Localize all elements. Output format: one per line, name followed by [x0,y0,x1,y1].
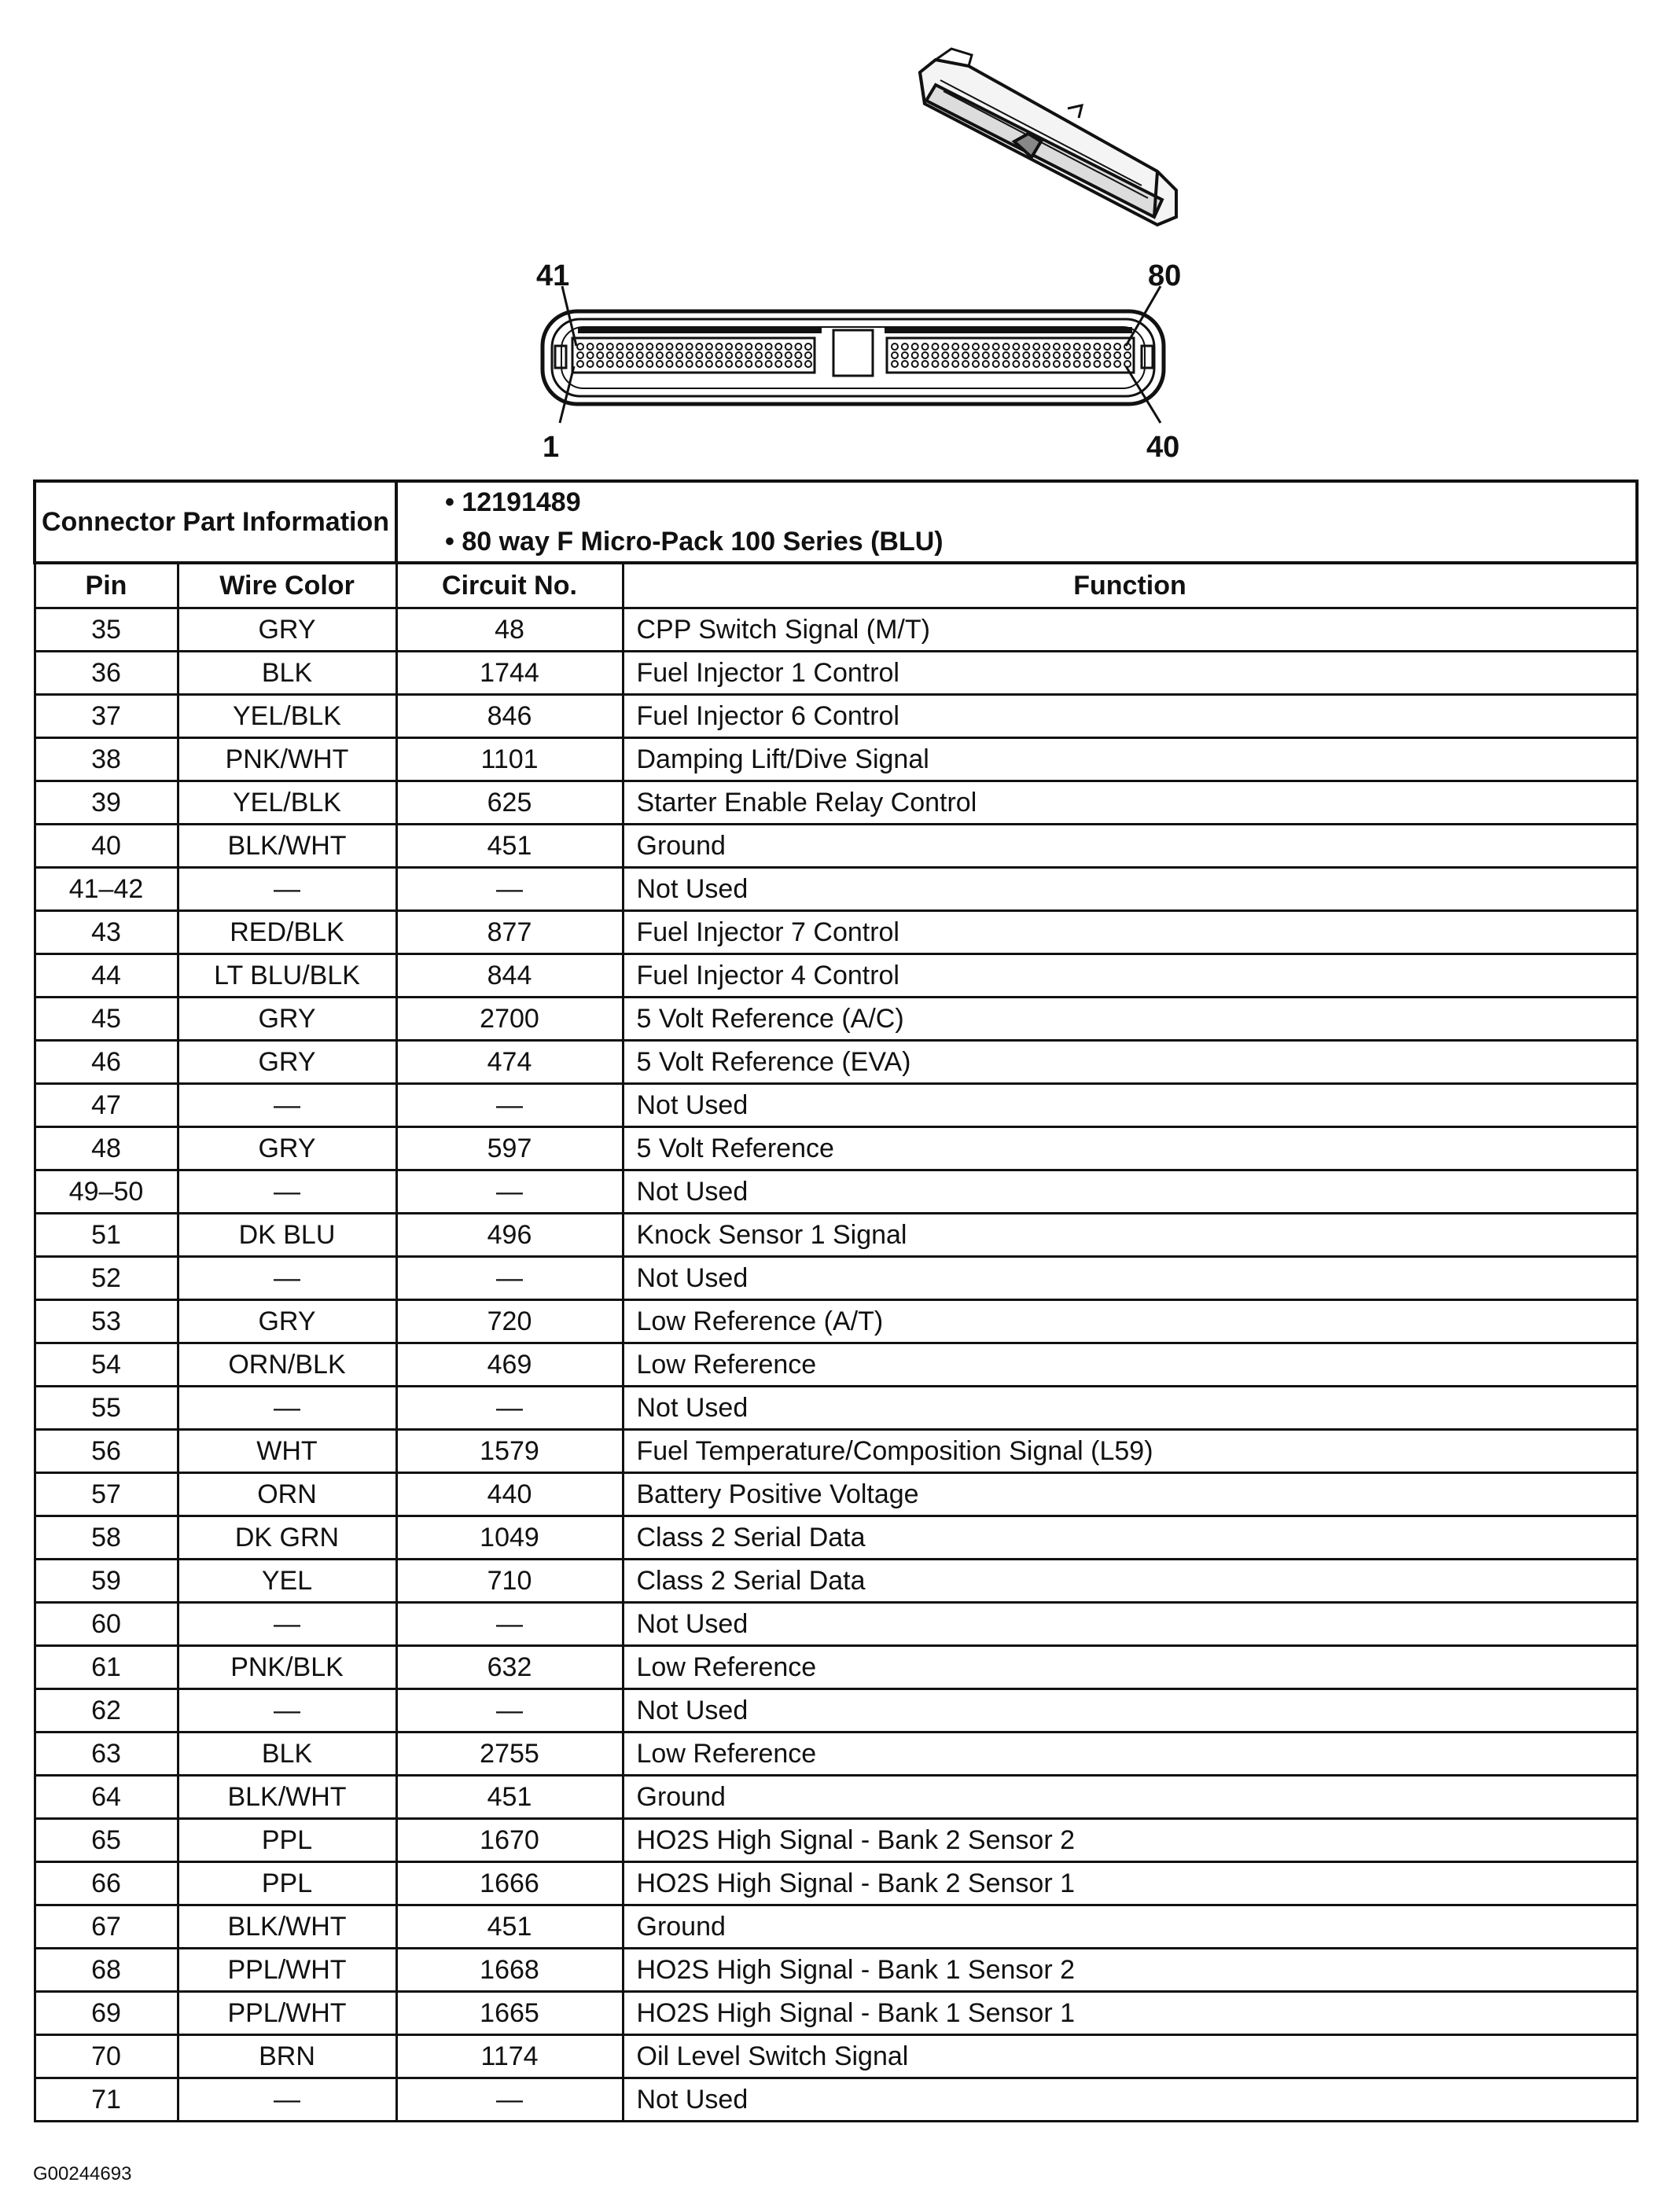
function-cell: Fuel Injector 4 Control [623,954,1637,998]
pin-cell: 62 [35,1689,178,1732]
wire-color-cell: PNK/BLK [178,1646,396,1689]
connector-pinout-table [33,480,1639,2122]
table-row [35,1560,1637,1603]
function-cell: 5 Volt Reference (A/C) [623,998,1637,1041]
table-row [35,1732,1637,1776]
connector-illustration [0,0,1670,480]
table-row [35,1041,1637,1084]
function-cell: Not Used [623,1689,1637,1732]
pin-cell: 59 [35,1560,178,1603]
pin-41-label: 41 [536,259,570,292]
circuit-no-cell: — [396,1387,623,1430]
wire-color-cell: DK BLU [178,1214,396,1257]
circuit-no-cell: 1668 [396,1949,623,1992]
wire-color-cell: YEL/BLK [178,781,396,825]
function-cell: HO2S High Signal - Bank 1 Sensor 1 [623,1992,1637,2035]
circuit-no-cell: 720 [396,1300,623,1343]
wire-color-cell: YEL/BLK [178,695,396,738]
wire-color-cell: — [178,1689,396,1732]
function-cell: HO2S High Signal - Bank 1 Sensor 2 [623,1949,1637,1992]
function-cell: HO2S High Signal - Bank 2 Sensor 1 [623,1862,1637,1905]
table-row [35,1905,1637,1949]
pin-cell: 64 [35,1776,178,1819]
pin-cell: 71 [35,2078,178,2122]
table-row [35,1127,1637,1170]
pin-cell: 41–42 [35,868,178,911]
wire-color-cell: GRY [178,1127,396,1170]
pin-rows [35,608,1637,2122]
circuit-no-cell: 48 [396,608,623,652]
pin-cell: 69 [35,1992,178,2035]
wire-color-cell: — [178,868,396,911]
pin-cell: 47 [35,1084,178,1127]
circuit-no-cell: 844 [396,954,623,998]
table-row [35,1084,1637,1127]
circuit-no-cell: 440 [396,1473,623,1516]
pin-cell: 67 [35,1905,178,1949]
pin-cell: 37 [35,695,178,738]
circuit-no-cell: 2755 [396,1732,623,1776]
wire-color-cell: — [178,1257,396,1300]
function-cell: Oil Level Switch Signal [623,2035,1637,2078]
pin-cell: 43 [35,911,178,954]
pin-cell: 44 [35,954,178,998]
table-row [35,738,1637,781]
wire-color-cell: BLK [178,1732,396,1776]
part-number: • 12191489 [445,487,581,517]
pin-cell: 45 [35,998,178,1041]
pin-cell: 46 [35,1041,178,1084]
part-info-row [35,481,1637,563]
circuit-no-cell: 451 [396,1905,623,1949]
pin-cell: 38 [35,738,178,781]
circuit-no-cell: 1666 [396,1862,623,1905]
wire-color-cell: DK GRN [178,1516,396,1560]
function-cell: Low Reference (A/T) [623,1300,1637,1343]
circuit-no-cell: 496 [396,1214,623,1257]
column-header-circuit-no: Circuit No. [396,563,623,608]
circuit-no-cell: — [396,1084,623,1127]
table-row [35,1646,1637,1689]
wire-color-cell: BLK [178,652,396,695]
connector-face [543,311,1164,404]
table-row [35,1862,1637,1905]
function-cell: Ground [623,825,1637,868]
wire-color-cell: BLK/WHT [178,1905,396,1949]
table-row [35,2035,1637,2078]
circuit-no-cell: 1579 [396,1430,623,1473]
function-cell: Not Used [623,1387,1637,1430]
pin-cell: 51 [35,1214,178,1257]
wire-color-cell: — [178,1170,396,1214]
table-row [35,652,1637,695]
table-row [35,911,1637,954]
circuit-no-cell: — [396,1603,623,1646]
function-cell: Ground [623,1776,1637,1819]
pin-cell: 60 [35,1603,178,1646]
wire-color-cell: BLK/WHT [178,825,396,868]
pin-cell: 35 [35,608,178,652]
table-row [35,825,1637,868]
function-cell: Battery Positive Voltage [623,1473,1637,1516]
function-cell: Class 2 Serial Data [623,1516,1637,1560]
pin-cell: 68 [35,1949,178,1992]
pin-cell: 55 [35,1387,178,1430]
function-cell: Damping Lift/Dive Signal [623,738,1637,781]
wire-color-cell: GRY [178,1300,396,1343]
table-row [35,1603,1637,1646]
table-row [35,1992,1637,2035]
pin-cell: 39 [35,781,178,825]
function-cell: Fuel Injector 7 Control [623,911,1637,954]
function-cell: Low Reference [623,1343,1637,1387]
circuit-no-cell: 710 [396,1560,623,1603]
part-info-values [396,481,1637,563]
function-cell: Starter Enable Relay Control [623,781,1637,825]
table-row [35,1819,1637,1862]
function-cell: 5 Volt Reference [623,1127,1637,1170]
circuit-no-cell: 597 [396,1127,623,1170]
circuit-no-cell: — [396,2078,623,2122]
wire-color-cell: BRN [178,2035,396,2078]
column-header-pin: Pin [35,563,178,608]
function-cell: Knock Sensor 1 Signal [623,1214,1637,1257]
wire-color-cell: PPL/WHT [178,1949,396,1992]
wire-color-cell: PNK/WHT [178,738,396,781]
wire-color-cell: PPL [178,1862,396,1905]
circuit-no-cell: 625 [396,781,623,825]
wire-color-cell: YEL [178,1560,396,1603]
function-cell: Low Reference [623,1646,1637,1689]
circuit-no-cell: 632 [396,1646,623,1689]
pin-cell: 49–50 [35,1170,178,1214]
function-cell: Fuel Injector 1 Control [623,652,1637,695]
pin-40-label: 40 [1146,431,1180,464]
pin-cell: 36 [35,652,178,695]
table-row [35,1257,1637,1300]
wire-color-cell: GRY [178,998,396,1041]
connector-3d-view [920,49,1176,225]
pin-cell: 48 [35,1127,178,1170]
column-header-wire-color: Wire Color [178,563,396,608]
circuit-no-cell: 1665 [396,1992,623,2035]
function-cell: Class 2 Serial Data [623,1560,1637,1603]
function-cell: Not Used [623,1170,1637,1214]
table-row [35,608,1637,652]
connector-description: • 80 way F Micro-Pack 100 Series (BLU) [445,527,944,557]
table-row [35,868,1637,911]
column-header-row [35,563,1637,608]
function-cell: HO2S High Signal - Bank 2 Sensor 2 [623,1819,1637,1862]
table-row [35,1387,1637,1430]
function-cell: CPP Switch Signal (M/T) [623,608,1637,652]
function-cell: Not Used [623,2078,1637,2122]
pin-1-label: 1 [543,431,560,464]
pin-cell: 66 [35,1862,178,1905]
function-cell: Ground [623,1905,1637,1949]
circuit-no-cell: 451 [396,1776,623,1819]
circuit-no-cell: 877 [396,911,623,954]
figure-id: G00244693 [33,2163,132,2184]
pin-cell: 56 [35,1430,178,1473]
circuit-no-cell: 2700 [396,998,623,1041]
table-row [35,1170,1637,1214]
circuit-no-cell: 474 [396,1041,623,1084]
wire-color-cell: — [178,1084,396,1127]
function-cell: Not Used [623,1603,1637,1646]
circuit-no-cell: 1174 [396,2035,623,2078]
table-row [35,1949,1637,1992]
pin-80-label: 80 [1148,259,1182,292]
circuit-no-cell: — [396,868,623,911]
pin-cell: 70 [35,2035,178,2078]
pin-cell: 61 [35,1646,178,1689]
circuit-no-cell: 1101 [396,738,623,781]
pin-cell: 57 [35,1473,178,1516]
function-cell: 5 Volt Reference (EVA) [623,1041,1637,1084]
pin-cell: 40 [35,825,178,868]
circuit-no-cell: 1744 [396,652,623,695]
table-row [35,954,1637,998]
wire-color-cell: WHT [178,1430,396,1473]
table-row [35,695,1637,738]
wire-color-cell: LT BLU/BLK [178,954,396,998]
pin-cell: 52 [35,1257,178,1300]
wire-color-cell: — [178,2078,396,2122]
wire-color-cell: RED/BLK [178,911,396,954]
pin-cell: 53 [35,1300,178,1343]
circuit-no-cell: — [396,1170,623,1214]
function-cell: Fuel Injector 6 Control [623,695,1637,738]
function-cell: Low Reference [623,1732,1637,1776]
wire-color-cell: ORN [178,1473,396,1516]
circuit-no-cell: — [396,1257,623,1300]
function-cell: Fuel Temperature/Composition Signal (L59) [623,1430,1637,1473]
wire-color-cell: PPL [178,1819,396,1862]
table-row [35,2078,1637,2122]
table-row [35,1214,1637,1257]
circuit-no-cell: 451 [396,825,623,868]
pin-cell: 63 [35,1732,178,1776]
circuit-no-cell: 846 [396,695,623,738]
wire-color-cell: BLK/WHT [178,1776,396,1819]
circuit-no-cell: 1670 [396,1819,623,1862]
table-row [35,1430,1637,1473]
table-row [35,1300,1637,1343]
circuit-no-cell: 469 [396,1343,623,1387]
table-row [35,1516,1637,1560]
table-row [35,1776,1637,1819]
function-cell: Not Used [623,1257,1637,1300]
table-row [35,1689,1637,1732]
pin-cell: 54 [35,1343,178,1387]
wire-color-cell: PPL/WHT [178,1992,396,2035]
table-row [35,1473,1637,1516]
column-header-function: Function [623,563,1637,608]
function-cell: Not Used [623,1084,1637,1127]
table-row [35,1343,1637,1387]
pin-cell: 65 [35,1819,178,1862]
table-row [35,998,1637,1041]
part-info-label: Connector Part Information [35,481,396,563]
wire-color-cell: GRY [178,608,396,652]
wire-color-cell: — [178,1603,396,1646]
table-row [35,781,1637,825]
wire-color-cell: GRY [178,1041,396,1084]
pin-cell: 58 [35,1516,178,1560]
wire-color-cell: ORN/BLK [178,1343,396,1387]
circuit-no-cell: 1049 [396,1516,623,1560]
circuit-no-cell: — [396,1689,623,1732]
function-cell: Not Used [623,868,1637,911]
wire-color-cell: — [178,1387,396,1430]
